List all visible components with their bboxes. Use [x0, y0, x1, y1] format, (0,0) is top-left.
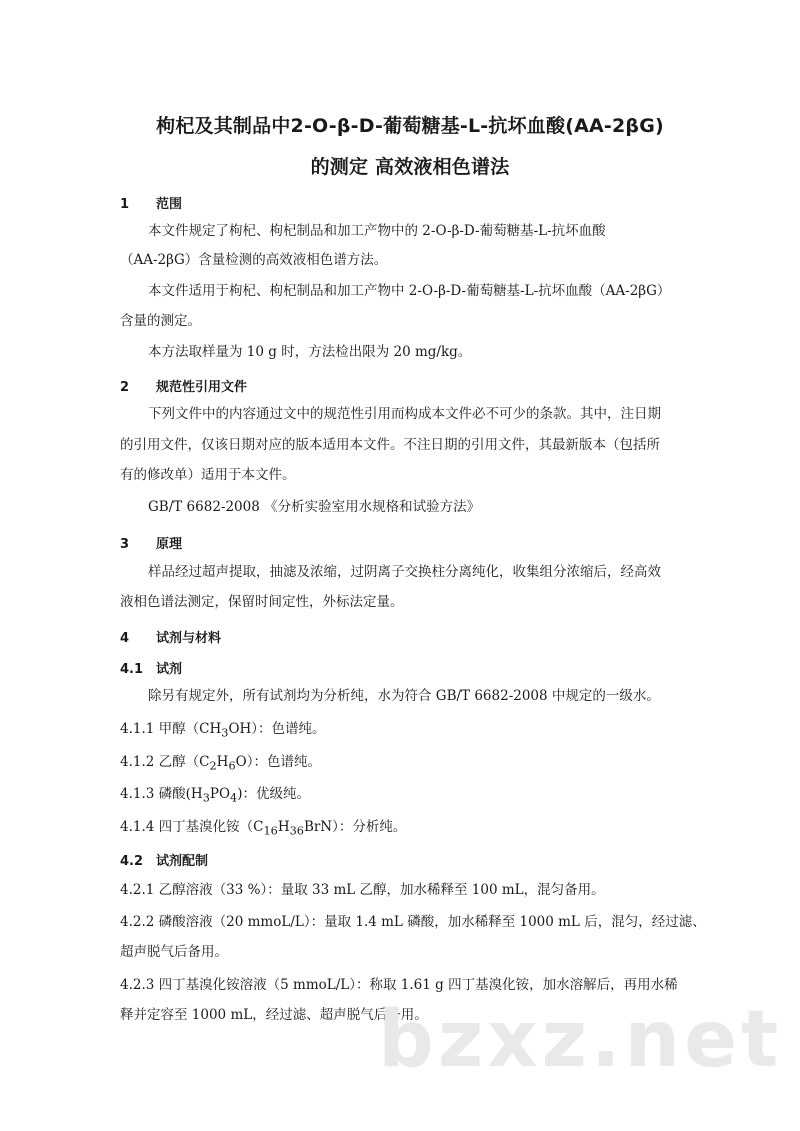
- item-number: 4.2.3: [120, 977, 155, 993]
- paragraph: 液相色谱法测定，保留时间定性，外标法定量。: [120, 594, 404, 610]
- paragraph: 含量的测定。: [120, 313, 201, 329]
- subscript: 2: [209, 759, 217, 773]
- item-text: 四丁基溴化铵（C: [158, 819, 264, 835]
- paragraph: 本文件适用于枸杞、枸杞制品和加工产物中 2-O-β-D-葡萄糖基-L-抗坏血酸（AA-2βG）: [148, 283, 671, 299]
- item-number: 4.1.1: [120, 721, 155, 737]
- paragraph: 释并定容至 1000 mL，经过滤、超声脱气后备用。: [120, 1007, 428, 1023]
- section-title: 范围: [156, 197, 183, 212]
- section-title: 试剂配制: [156, 854, 209, 869]
- paragraph: 有的修改单）适用于本文件。: [120, 467, 296, 483]
- item-number: 4.1.3: [120, 786, 155, 802]
- watermark-logo: bzxz.net: [378, 995, 783, 1085]
- paragraph: 样品经过超声提取，抽滤及浓缩，过阴离子交换柱分离纯化，收集组分浓缩后，经高效: [148, 564, 661, 580]
- item-text: OH）：色谱纯。: [228, 721, 326, 737]
- section-number: 3: [120, 537, 130, 552]
- item-text: O）：色谱纯。: [235, 754, 321, 770]
- subsection-4-1-heading: [120, 658, 182, 677]
- item-text: PO: [209, 786, 231, 802]
- item-text: )：优级纯。: [237, 786, 310, 802]
- subscript: 36: [289, 824, 304, 838]
- paragraph: 超声脱气后备用。: [120, 944, 228, 960]
- section-title: 试剂与材料: [156, 631, 222, 646]
- list-item: [120, 780, 680, 813]
- item-text: H: [216, 754, 229, 770]
- item-text: 四丁基溴化铵溶液（5 mmoL/L）：称取 1.61 g 四丁基溴化铵，加水溶解后，再用水稀: [158, 977, 678, 993]
- section-1-heading: [120, 193, 182, 212]
- subscript: 4: [230, 791, 238, 805]
- item-text: H: [277, 819, 290, 835]
- section-4-heading: [120, 627, 221, 646]
- subsection-4-2-heading: [120, 850, 208, 869]
- section-3-heading: [120, 533, 182, 552]
- item-number: 4.2.2: [120, 914, 155, 930]
- item-text: BrN）：分析纯。: [303, 819, 407, 835]
- item-text: 磷酸溶液（20 mmoL/L）：量取 1.4 mL 磷酸，加水稀释至 1000 mL 后，混匀，经过滤、: [158, 914, 706, 930]
- list-item: [120, 813, 680, 846]
- item-number: 4.1.4: [120, 819, 155, 835]
- list-item: [120, 748, 680, 781]
- item-text: 乙醇溶液（33 %）：量取 33 mL 乙醇，加水稀释至 100 mL，混匀备用。: [158, 882, 605, 898]
- section-number: 4: [120, 631, 130, 646]
- item-number: 4.1.2: [120, 754, 155, 770]
- paragraph: 除另有规定外，所有试剂均为分析纯，水为符合 GB/T 6682-2008 中规定的一级水。: [148, 688, 660, 704]
- document-title-line1: 枸杞及其制品中2-O-β-D-葡萄糖基-L-抗坏血酸(AA-2βG): [156, 115, 664, 137]
- section-title: 试剂: [156, 662, 183, 677]
- section-2-heading: [120, 376, 247, 395]
- paragraph: 本方法取样量为 10 g 时，方法检出限为 20 mg/kg。: [148, 344, 472, 360]
- normative-reference: GB/T 6682-2008 《分析实验室用水规格和试验方法》: [148, 499, 481, 515]
- section-number: 4.2: [120, 854, 144, 869]
- section-number: 1: [120, 197, 130, 212]
- section-title: 原理: [156, 537, 183, 552]
- paragraph: （AA-2βG）含量检测的高效液相色谱方法。: [120, 252, 388, 268]
- subscript: 3: [202, 791, 210, 805]
- subscript: 3: [221, 726, 229, 740]
- section-number: 2: [120, 380, 130, 395]
- paragraph: 下列文件中的内容通过文中的规范性引用而构成本文件必不可少的条款。其中，注日期: [148, 406, 661, 422]
- list-item: [120, 876, 680, 905]
- item-text: 甲醇（CH: [158, 721, 222, 737]
- section-title: 规范性引用文件: [156, 380, 248, 395]
- item-text: 乙醇（C: [158, 754, 210, 770]
- item-number: 4.2.1: [120, 882, 155, 898]
- list-item: [120, 715, 680, 748]
- subscript: 16: [263, 824, 278, 838]
- subscript: 6: [228, 759, 236, 773]
- document-title-line2: 的测定 高效液相色谱法: [310, 156, 510, 178]
- paragraph: 本文件规定了枸杞、枸杞制品和加工产物中的 2-O-β-D-葡萄糖基-L-抗坏血酸: [148, 223, 606, 239]
- paragraph: 的引用文件，仅该日期对应的版本适用本文件。不注日期的引用文件，其最新版本（包括所: [120, 437, 660, 453]
- section-number: 4.1: [120, 662, 144, 677]
- item-text: 磷酸(H: [158, 786, 203, 802]
- list-item: [120, 908, 706, 937]
